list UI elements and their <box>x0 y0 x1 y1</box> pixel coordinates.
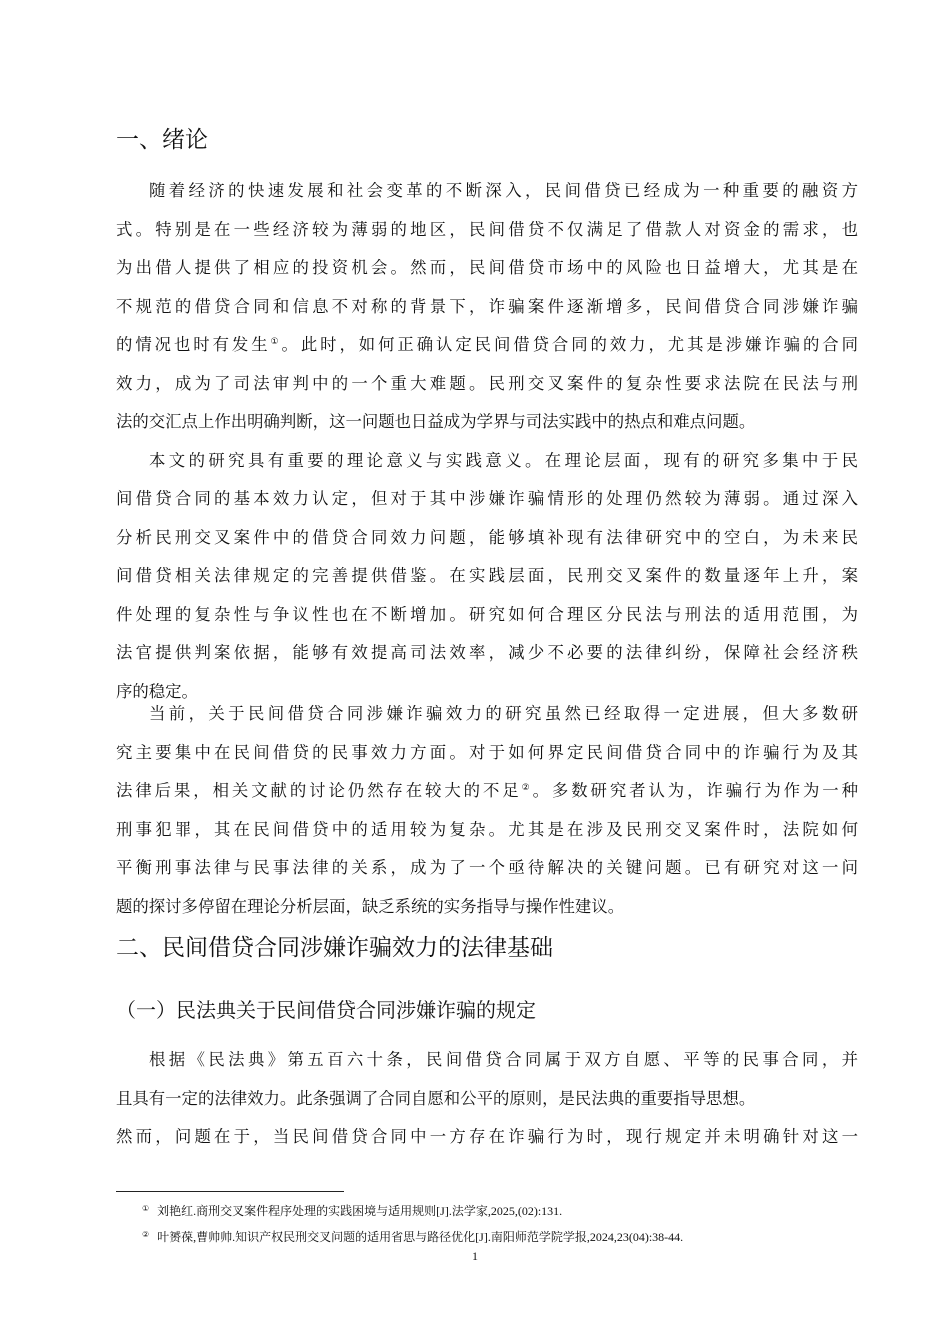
footnote-ref-2[interactable]: ② <box>521 783 533 793</box>
paragraph-line: 且具有一定的法律效力。此条强调了合同自愿和公平的原则，是民法典的重要指导思想。 <box>116 1088 756 1108</box>
paragraph-line: 序的稳定。 <box>116 681 198 701</box>
subheading-civil-code: （一）民法典关于民间借贷合同涉嫌诈骗的规定 <box>116 998 536 1022</box>
paragraph-line: 当前，关于民间借贷合同涉嫌诈骗效力的研究虽然已经取得一定进展，但大多数研 <box>149 704 858 723</box>
paragraph-line <box>116 326 858 365</box>
footnote-mark: ① <box>142 1204 150 1213</box>
line-segment: 法律后果，相关文献的讨论仍然存在较大的不足 <box>116 781 522 800</box>
paragraph-line: 间借贷相关法律规定的完善提供借鉴。在实践层面，民刑交叉案件的数量逐年上升，案 <box>116 566 858 585</box>
page-number: 1 <box>472 1249 478 1263</box>
paragraph-line: 平衡刑事法律与民事法律的关系，成为了一个亟待解决的关键问题。已有研究对这一问 <box>116 858 858 877</box>
paragraph-line: 式。特别是在一些经济较为薄弱的地区，民间借贷不仅满足了借款人对资金的需求，也 <box>116 219 858 239</box>
paragraph-3 <box>116 695 858 926</box>
paragraph-4 <box>116 1041 858 1157</box>
footnote-text: 叶赟葆,曹帅帅.知识产权民刑交叉问题的适用省思与路径优化[J].南阳师范学院学报,2024,23(04):38-44. <box>157 1230 684 1244</box>
line-segment: 。多数研究者认为，诈骗行为作为一种 <box>532 781 859 800</box>
paragraph-line: 法官提供判案依据，能够有效提高司法效率，减少不必要的法律纠纷，保障社会经济秩 <box>116 643 858 662</box>
paragraph-1 <box>116 172 858 442</box>
footnote-2 <box>142 1227 683 1245</box>
paragraph-line: 刑事犯罪，其在民间借贷中的适用较为复杂。尤其是在涉及民刑交叉案件时，法院如何 <box>116 819 858 839</box>
paragraph-line: 随着经济的快速发展和社会变革的不断深入，民间借贷已经成为一种重要的融资方 <box>149 181 858 200</box>
paragraph-line: 法的交汇点上作出明确判断，这一问题也日益成为学界与司法实践中的热点和难点问题。 <box>116 412 756 431</box>
paragraph-line: 分析民刑交叉案件中的借贷合同效力问题，能够填补现有法律研究中的空白，为未来民 <box>116 527 858 547</box>
paragraph-line: 题的探讨多停留在理论分析层面，缺乏系统的实务指导与操作性建议。 <box>116 896 625 916</box>
paragraph-2 <box>116 442 858 712</box>
footnote-ref-1[interactable]: ① <box>270 337 282 347</box>
line-segment: 。此时，如何正确认定民间借贷合同的效力，尤其是涉嫌诈骗的合同 <box>281 335 859 354</box>
paragraph-line: 效力，成为了司法审判中的一个重大难题。民刑交叉案件的复杂性要求法院在民法与刑 <box>116 373 858 393</box>
paragraph-line: 然而，问题在于，当民间借贷合同中一方存在诈骗行为时，现行规定并未明确针对这一 <box>116 1127 858 1146</box>
footnote-mark: ② <box>142 1230 150 1239</box>
paragraph-line: 间借贷合同的基本效力认定，但对于其中涉嫌诈骗情形的处理仍然较为薄弱。通过深入 <box>116 489 858 508</box>
footnote-1 <box>142 1201 562 1219</box>
paragraph-line: 究主要集中在民间借贷的民事效力方面。对于如何界定民间借贷合同中的诈骗行为及其 <box>116 742 858 762</box>
footnote-text: 刘艳红.商刑交叉案件程序处理的实践困境与适用规则[J].法学家,2025,(02):131. <box>157 1204 563 1218</box>
paragraph-line <box>116 772 858 811</box>
paragraph-line: 不规范的借贷合同和信息不对称的背景下，诈骗案件逐渐增多，民间借贷合同涉嫌诈骗 <box>116 296 858 316</box>
paragraph-line: 为出借人提供了相应的投资机会。然而，民间借贷市场中的风险也日益增大，尤其是在 <box>116 258 858 277</box>
line-segment: 的情况也时有发生 <box>116 335 271 354</box>
paragraph-line: 件处理的复杂性与争议性也在不断增加。研究如何合理区分民法与刑法的适用范围，为 <box>116 604 858 624</box>
heading-legal-basis: 二、民间借贷合同涉嫌诈骗效力的法律基础 <box>116 935 553 961</box>
paragraph-line: 本文的研究具有重要的理论意义与实践意义。在理论层面，现有的研究多集中于民 <box>149 450 858 470</box>
paragraph-line: 根据《民法典》第五百六十条，民间借贷合同属于双方自愿、平等的民事合同，并 <box>149 1050 858 1069</box>
footnote-separator <box>116 1191 344 1192</box>
heading-introduction: 一、绪论 <box>116 127 208 153</box>
